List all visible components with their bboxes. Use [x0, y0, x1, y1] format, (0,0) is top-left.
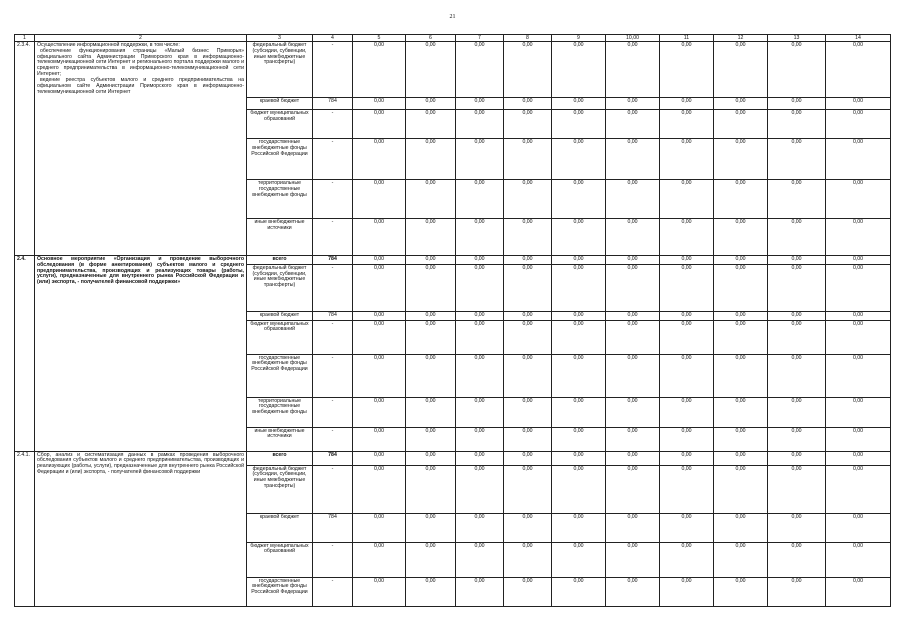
amount-cell: 0,00	[714, 139, 768, 180]
amount-cell: 0,00	[660, 98, 714, 110]
amount-cell: 0,00	[606, 139, 660, 180]
amount-cell: 0,00	[552, 311, 606, 320]
amount-cell: 0,00	[606, 577, 660, 606]
funding-source: федеральный бюджет (субсидии, субвенции, иные межбюджетные трансферты)	[247, 42, 313, 98]
header-column-2: 2	[35, 35, 247, 42]
amount-cell: 0,00	[552, 397, 606, 427]
amount-cell: 0,00	[768, 264, 826, 311]
section-description	[35, 256, 247, 452]
amount-cell: 0,00	[826, 451, 891, 465]
amount-cell: 0,00	[552, 465, 606, 513]
description-paragraph: Сбор, анализ и систематизация данных в рамках проведения выборочного обследования субъектов малого и среднего предпринимательства, производящих и реализующих (работы, услуги), предназначенные для внутреннего рынка Российской Федерации и (или) экспорта, - получателей финансовой поддержки	[37, 451, 244, 476]
amount-cell: 0,00	[456, 320, 504, 354]
table-row	[15, 451, 891, 465]
amount-cell: 0,00	[353, 98, 406, 110]
amount-cell: 0,00	[353, 397, 406, 427]
amount-cell: 0,00	[456, 180, 504, 219]
amount-cell: 0,00	[552, 577, 606, 606]
amount-cell: 0,00	[456, 256, 504, 265]
amount-cell: 0,00	[552, 451, 606, 465]
amount-cell: 0,00	[826, 465, 891, 513]
header-column-1: 1	[15, 35, 35, 42]
amount-cell: 0,00	[660, 311, 714, 320]
amount-cell: 0,00	[714, 110, 768, 139]
amount-cell: 0,00	[768, 354, 826, 397]
amount-cell: 0,00	[606, 397, 660, 427]
amount-cell: 0,00	[353, 110, 406, 139]
amount-cell: 0,00	[606, 542, 660, 577]
funding-source: всего	[247, 256, 313, 265]
column-4-value: -	[313, 542, 353, 577]
amount-cell: 0,00	[606, 98, 660, 110]
amount-cell: 0,00	[456, 139, 504, 180]
amount-cell: 0,00	[456, 264, 504, 311]
amount-cell: 0,00	[406, 577, 456, 606]
amount-cell: 0,00	[714, 542, 768, 577]
amount-cell: 0,00	[606, 219, 660, 256]
amount-cell: 0,00	[768, 542, 826, 577]
column-4-value: 784	[313, 311, 353, 320]
amount-cell: 0,00	[768, 42, 826, 98]
description-paragraph: обеспечение функционирования страницы «Малый бизнес Приморья» официального сайта Администрации Приморского края в информационно-телекоммуникационной сети Интернет и регионального портала поддержки малого и среднего предпринимательства в информационно-телекоммуникационной сети Интернет;	[37, 47, 244, 78]
amount-cell: 0,00	[552, 354, 606, 397]
amount-cell: 0,00	[660, 42, 714, 98]
header-column-6: 6	[406, 35, 456, 42]
amount-cell: 0,00	[406, 311, 456, 320]
funding-source: иные внебюджетные источники	[247, 219, 313, 256]
amount-cell: 0,00	[456, 42, 504, 98]
amount-cell: 0,00	[353, 513, 406, 542]
amount-cell: 0,00	[714, 256, 768, 265]
amount-cell: 0,00	[406, 451, 456, 465]
amount-cell: 0,00	[606, 465, 660, 513]
column-4-value: 784	[313, 256, 353, 265]
amount-cell: 0,00	[456, 451, 504, 465]
amount-cell: 0,00	[406, 110, 456, 139]
funding-source: бюджет муниципальных образований	[247, 320, 313, 354]
amount-cell: 0,00	[504, 219, 552, 256]
header-column-8: 8	[504, 35, 552, 42]
amount-cell: 0,00	[660, 264, 714, 311]
amount-cell: 0,00	[406, 219, 456, 256]
header-column-9: 9	[552, 35, 606, 42]
amount-cell: 0,00	[606, 513, 660, 542]
header-column-13: 13	[768, 35, 826, 42]
amount-cell: 0,00	[406, 320, 456, 354]
amount-cell: 0,00	[660, 180, 714, 219]
amount-cell: 0,00	[714, 264, 768, 311]
header-column-11: 11	[660, 35, 714, 42]
amount-cell: 0,00	[826, 577, 891, 606]
amount-cell: 0,00	[826, 354, 891, 397]
amount-cell: 0,00	[353, 139, 406, 180]
amount-cell: 0,00	[406, 542, 456, 577]
header-column-7: 7	[456, 35, 504, 42]
amount-cell: 0,00	[504, 513, 552, 542]
funding-source: бюджет муниципальных образований	[247, 542, 313, 577]
funding-source: государственные внебюджетные фонды Российской Федерации	[247, 139, 313, 180]
amount-cell: 0,00	[606, 354, 660, 397]
amount-cell: 0,00	[504, 320, 552, 354]
amount-cell: 0,00	[504, 180, 552, 219]
section-code: 2.3.4.	[15, 42, 35, 256]
funding-source: государственные внебюджетные фонды Российской Федерации	[247, 354, 313, 397]
amount-cell: 0,00	[768, 219, 826, 256]
amount-cell: 0,00	[406, 427, 456, 451]
table-header	[15, 35, 891, 42]
column-4-value: 784	[313, 98, 353, 110]
column-4-value: -	[313, 219, 353, 256]
amount-cell: 0,00	[504, 465, 552, 513]
amount-cell: 0,00	[552, 264, 606, 311]
amount-cell: 0,00	[826, 219, 891, 256]
amount-cell: 0,00	[406, 180, 456, 219]
page-number: 21	[449, 14, 456, 20]
amount-cell: 0,00	[768, 451, 826, 465]
amount-cell: 0,00	[826, 427, 891, 451]
amount-cell: 0,00	[552, 513, 606, 542]
amount-cell: 0,00	[606, 311, 660, 320]
amount-cell: 0,00	[406, 256, 456, 265]
amount-cell: 0,00	[606, 42, 660, 98]
amount-cell: 0,00	[660, 219, 714, 256]
amount-cell: 0,00	[504, 354, 552, 397]
amount-cell: 0,00	[606, 110, 660, 139]
header-column-14: 14	[826, 35, 891, 42]
amount-cell: 0,00	[456, 311, 504, 320]
amount-cell: 0,00	[606, 320, 660, 354]
amount-cell: 0,00	[826, 264, 891, 311]
amount-cell: 0,00	[714, 397, 768, 427]
amount-cell: 0,00	[660, 542, 714, 577]
amount-cell: 0,00	[353, 311, 406, 320]
column-4-value: -	[313, 354, 353, 397]
amount-cell: 0,00	[353, 264, 406, 311]
amount-cell: 0,00	[406, 98, 456, 110]
amount-cell: 0,00	[504, 542, 552, 577]
amount-cell: 0,00	[456, 219, 504, 256]
column-4-value: -	[313, 427, 353, 451]
amount-cell: 0,00	[714, 451, 768, 465]
column-4-value: -	[313, 139, 353, 180]
amount-cell: 0,00	[353, 320, 406, 354]
amount-cell: 0,00	[660, 354, 714, 397]
amount-cell: 0,00	[768, 465, 826, 513]
column-4-value: -	[313, 180, 353, 219]
column-4-value: 784	[313, 451, 353, 465]
amount-cell: 0,00	[406, 42, 456, 98]
amount-cell: 0,00	[552, 139, 606, 180]
column-4-value: -	[313, 42, 353, 98]
amount-cell: 0,00	[826, 256, 891, 265]
amount-cell: 0,00	[406, 264, 456, 311]
amount-cell: 0,00	[353, 180, 406, 219]
amount-cell: 0,00	[660, 513, 714, 542]
amount-cell: 0,00	[353, 256, 406, 265]
amount-cell: 0,00	[406, 354, 456, 397]
table-body	[15, 42, 891, 607]
amount-cell: 0,00	[353, 427, 406, 451]
amount-cell: 0,00	[714, 180, 768, 219]
amount-cell: 0,00	[504, 451, 552, 465]
amount-cell: 0,00	[768, 427, 826, 451]
table-row	[15, 42, 891, 98]
funding-source: краевой бюджет	[247, 311, 313, 320]
amount-cell: 0,00	[504, 397, 552, 427]
amount-cell: 0,00	[456, 354, 504, 397]
amount-cell: 0,00	[660, 256, 714, 265]
amount-cell: 0,00	[714, 311, 768, 320]
funding-source: государственные внебюджетные фонды Российской Федерации	[247, 577, 313, 606]
amount-cell: 0,00	[504, 577, 552, 606]
funding-source: федеральный бюджет (субсидии, субвенции, иные межбюджетные трансферты)	[247, 264, 313, 311]
amount-cell: 0,00	[552, 542, 606, 577]
amount-cell: 0,00	[768, 139, 826, 180]
amount-cell: 0,00	[456, 577, 504, 606]
header-column-4: 4	[313, 35, 353, 42]
description-paragraph: Основное мероприятие «Организация и проведение выборочного обследования (в форме анкетирования) субъектов малого и среднего предпринимательства, производящих и реализующих товары (работы, услуги), предназначенные для внутреннего рынка Российской Федерации и (или) экспорта, - получателей финансовой поддержки»	[37, 256, 244, 286]
funding-source: краевой бюджет	[247, 98, 313, 110]
amount-cell: 0,00	[768, 180, 826, 219]
amount-cell: 0,00	[768, 513, 826, 542]
funding-source: бюджет муниципальных образований	[247, 110, 313, 139]
amount-cell: 0,00	[768, 98, 826, 110]
amount-cell: 0,00	[826, 180, 891, 219]
amount-cell: 0,00	[504, 42, 552, 98]
amount-cell: 0,00	[660, 451, 714, 465]
amount-cell: 0,00	[406, 139, 456, 180]
funding-source: краевой бюджет	[247, 513, 313, 542]
amount-cell: 0,00	[826, 513, 891, 542]
section-code: 2.4.	[15, 256, 35, 452]
amount-cell: 0,00	[826, 42, 891, 98]
amount-cell: 0,00	[456, 98, 504, 110]
amount-cell: 0,00	[456, 465, 504, 513]
amount-cell: 0,00	[660, 465, 714, 513]
amount-cell: 0,00	[714, 320, 768, 354]
amount-cell: 0,00	[406, 397, 456, 427]
amount-cell: 0,00	[353, 465, 406, 513]
amount-cell: 0,00	[768, 577, 826, 606]
amount-cell: 0,00	[660, 110, 714, 139]
column-4-value: -	[313, 397, 353, 427]
amount-cell: 0,00	[353, 42, 406, 98]
amount-cell: 0,00	[714, 98, 768, 110]
amount-cell: 0,00	[714, 465, 768, 513]
amount-cell: 0,00	[353, 542, 406, 577]
amount-cell: 0,00	[768, 320, 826, 354]
amount-cell: 0,00	[504, 256, 552, 265]
amount-cell: 0,00	[552, 320, 606, 354]
amount-cell: 0,00	[826, 320, 891, 354]
amount-cell: 0,00	[714, 354, 768, 397]
column-4-value: -	[313, 320, 353, 354]
amount-cell: 0,00	[504, 427, 552, 451]
amount-cell: 0,00	[456, 397, 504, 427]
column-4-value: -	[313, 465, 353, 513]
amount-cell: 0,00	[456, 542, 504, 577]
amount-cell: 0,00	[606, 451, 660, 465]
funding-source: федеральный бюджет (субсидии, субвенции, иные межбюджетные трансферты)	[247, 465, 313, 513]
header-column-10: 10,00	[606, 35, 660, 42]
column-4-value: -	[313, 264, 353, 311]
amount-cell: 0,00	[456, 110, 504, 139]
funding-source: территориальные государственные внебюджетные фонды	[247, 180, 313, 219]
budget-table	[14, 34, 891, 607]
amount-cell: 0,00	[660, 139, 714, 180]
amount-cell: 0,00	[768, 110, 826, 139]
amount-cell: 0,00	[552, 42, 606, 98]
amount-cell: 0,00	[826, 311, 891, 320]
amount-cell: 0,00	[353, 577, 406, 606]
amount-cell: 0,00	[826, 110, 891, 139]
amount-cell: 0,00	[552, 219, 606, 256]
amount-cell: 0,00	[714, 219, 768, 256]
amount-cell: 0,00	[353, 451, 406, 465]
amount-cell: 0,00	[353, 354, 406, 397]
section-description	[35, 451, 247, 606]
funding-source: территориальные государственные внебюджетные фонды	[247, 397, 313, 427]
section-code: 2.4.1.	[15, 451, 35, 606]
description-paragraph: Осуществление информационной поддержки, в том числе:	[37, 42, 180, 48]
amount-cell: 0,00	[606, 256, 660, 265]
amount-cell: 0,00	[552, 427, 606, 451]
amount-cell: 0,00	[606, 180, 660, 219]
header-column-5: 5	[353, 35, 406, 42]
amount-cell: 0,00	[552, 98, 606, 110]
amount-cell: 0,00	[714, 513, 768, 542]
amount-cell: 0,00	[606, 264, 660, 311]
amount-cell: 0,00	[552, 180, 606, 219]
funding-source: иные внебюджетные источники	[247, 427, 313, 451]
amount-cell: 0,00	[406, 465, 456, 513]
section-description	[35, 42, 247, 256]
header-column-12: 12	[714, 35, 768, 42]
amount-cell: 0,00	[714, 42, 768, 98]
amount-cell: 0,00	[456, 513, 504, 542]
amount-cell: 0,00	[826, 139, 891, 180]
table-row	[15, 256, 891, 265]
amount-cell: 0,00	[826, 397, 891, 427]
amount-cell: 0,00	[552, 256, 606, 265]
amount-cell: 0,00	[768, 397, 826, 427]
amount-cell: 0,00	[660, 320, 714, 354]
amount-cell: 0,00	[504, 311, 552, 320]
header-row	[15, 35, 891, 42]
amount-cell: 0,00	[456, 427, 504, 451]
amount-cell: 0,00	[826, 542, 891, 577]
column-4-value: -	[313, 577, 353, 606]
column-4-value: 784	[313, 513, 353, 542]
amount-cell: 0,00	[660, 397, 714, 427]
amount-cell: 0,00	[826, 98, 891, 110]
description-paragraph: ведение реестра субъектов малого и среднего предпринимательства на официальном сайте Администрации Приморского края в информационно-телекоммуникационной сети Интернет	[37, 76, 244, 95]
funding-source: всего	[247, 451, 313, 465]
amount-cell: 0,00	[714, 577, 768, 606]
amount-cell: 0,00	[660, 427, 714, 451]
amount-cell: 0,00	[768, 311, 826, 320]
amount-cell: 0,00	[504, 110, 552, 139]
amount-cell: 0,00	[353, 219, 406, 256]
amount-cell: 0,00	[504, 98, 552, 110]
amount-cell: 0,00	[714, 427, 768, 451]
amount-cell: 0,00	[552, 110, 606, 139]
amount-cell: 0,00	[606, 427, 660, 451]
amount-cell: 0,00	[660, 577, 714, 606]
amount-cell: 0,00	[504, 139, 552, 180]
amount-cell: 0,00	[504, 264, 552, 311]
header-column-3: 3	[247, 35, 313, 42]
column-4-value: -	[313, 110, 353, 139]
amount-cell: 0,00	[768, 256, 826, 265]
amount-cell: 0,00	[406, 513, 456, 542]
